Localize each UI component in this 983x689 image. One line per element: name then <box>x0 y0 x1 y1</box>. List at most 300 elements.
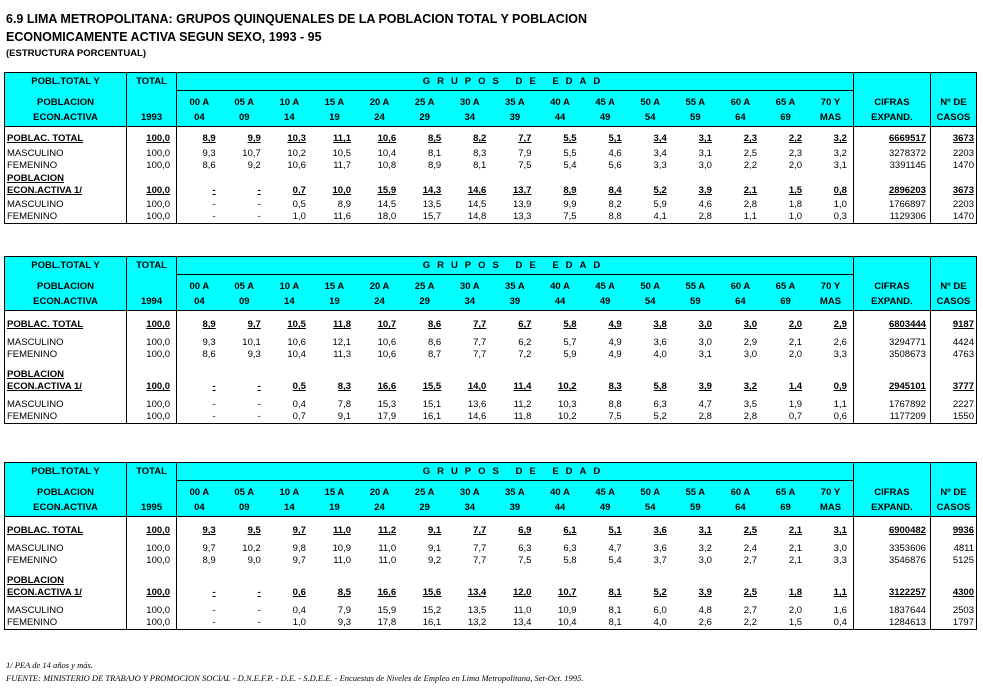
row-value: 10,2 <box>242 543 261 554</box>
row-total: 100,0 <box>127 381 177 393</box>
row-value: 14,3 <box>422 185 442 196</box>
row-value: 2,0 <box>788 160 803 171</box>
table-row <box>5 381 977 393</box>
row-value <box>492 369 537 381</box>
row-value <box>222 369 267 381</box>
row-value: 6,9 <box>518 525 532 536</box>
header-age-from: 10 A <box>267 485 312 501</box>
row-value <box>492 173 537 185</box>
row-value: 8,9 <box>202 555 216 566</box>
table-row <box>5 605 977 617</box>
row-cifras-expand: 3294771 <box>853 337 930 349</box>
table-row <box>5 349 977 361</box>
row-value <box>312 173 357 185</box>
row-value: 1,0 <box>267 617 312 630</box>
header-age-to: 59 <box>673 111 718 127</box>
header-cifras-blank <box>853 73 930 91</box>
table-row <box>5 587 977 599</box>
row-value: 2,9 <box>833 319 847 330</box>
row-value: 9,1 <box>312 411 357 424</box>
header-age-to: 64 <box>718 295 763 311</box>
row-value: - <box>257 605 261 616</box>
row-value: 4,9 <box>608 337 622 348</box>
row-value: 0,3 <box>808 211 853 224</box>
header-age-from: 15 A <box>312 95 357 111</box>
row-value <box>402 173 447 185</box>
row-value: 10,6 <box>377 349 397 360</box>
row-value: 5,8 <box>563 555 577 566</box>
row-value: 5,4 <box>563 160 577 171</box>
row-value <box>763 173 808 185</box>
header-casos-blank <box>930 257 976 275</box>
row-value: 6,0 <box>653 605 667 616</box>
row-value: 4,9 <box>608 349 622 360</box>
header-age-to: 29 <box>402 501 447 517</box>
table-row <box>5 543 977 555</box>
header-age-to: 69 <box>763 501 808 517</box>
row-value <box>447 575 492 587</box>
row-value <box>718 369 763 381</box>
header-age-to: 64 <box>718 111 763 127</box>
row-value: 7,9 <box>337 605 351 616</box>
row-value: 4,1 <box>628 211 673 224</box>
header-age-from: 50 A <box>628 95 673 111</box>
row-value: - <box>222 411 267 424</box>
row-value: 14,6 <box>447 411 492 424</box>
row-value: 5,9 <box>653 199 667 210</box>
row-total <box>127 369 177 381</box>
row-value <box>267 369 312 381</box>
row-value: 10,4 <box>537 617 582 630</box>
row-value: 3,4 <box>653 148 667 159</box>
row-value: 8,6 <box>428 337 442 348</box>
row-casos: 4811 <box>930 543 976 555</box>
header-total: TOTAL <box>127 73 177 91</box>
header-year: 1993 <box>127 111 177 127</box>
header-age-to: MAS <box>808 501 853 517</box>
row-value <box>583 575 628 587</box>
row-total <box>127 173 177 185</box>
row-value: - <box>222 211 267 224</box>
row-cifras-expand: 1284613 <box>853 617 930 630</box>
row-value <box>222 575 267 587</box>
header-year: 1994 <box>127 295 177 311</box>
header-age-to: 29 <box>402 111 447 127</box>
row-value <box>177 173 222 185</box>
header-age-from: 65 A <box>763 95 808 111</box>
row-value: 0,4 <box>292 399 306 410</box>
header-age-from: 15 A <box>312 485 357 501</box>
header-casos-blank <box>930 463 976 481</box>
row-value: 8,2 <box>473 133 487 144</box>
row-value <box>718 575 763 587</box>
row-value: 10,4 <box>377 148 397 159</box>
row-total: 100,0 <box>127 587 177 599</box>
header-age-to: 09 <box>222 501 267 517</box>
row-value: 6,7 <box>518 319 532 330</box>
row-value: 2,3 <box>788 148 803 159</box>
row-value: 2,8 <box>718 411 763 424</box>
header-age-from: 60 A <box>718 485 763 501</box>
row-value: 11,2 <box>513 399 532 410</box>
row-value <box>763 575 808 587</box>
header-age-to: 04 <box>177 295 222 311</box>
row-value: 8,6 <box>202 349 216 360</box>
header-age-from: 20 A <box>357 279 402 295</box>
row-casos: 2203 <box>930 148 976 160</box>
header-total: TOTAL <box>127 257 177 275</box>
header-cifras: CIFRAS <box>853 95 930 111</box>
row-value: - <box>212 199 216 210</box>
row-value: 1,0 <box>267 211 312 224</box>
row-value: - <box>212 605 216 616</box>
header-age-from: 25 A <box>402 279 447 295</box>
header-total-blank <box>127 279 177 295</box>
row-casos <box>930 575 976 587</box>
row-value: 3,1 <box>833 525 847 536</box>
row-value: 2,7 <box>743 605 757 616</box>
row-value: 11,7 <box>333 160 351 171</box>
row-value <box>492 575 537 587</box>
header-age-from: 40 A <box>537 485 582 501</box>
row-value: 10,6 <box>377 133 397 144</box>
row-casos <box>930 369 976 381</box>
row-value: 2,2 <box>788 133 803 144</box>
header-age-to: 44 <box>537 295 582 311</box>
row-value <box>628 173 673 185</box>
header-econ-activa: ECON.ACTIVA <box>5 501 127 517</box>
row-value: 5,4 <box>608 555 622 566</box>
row-value: 11,0 <box>378 555 397 566</box>
row-label: FEMENINO <box>5 160 127 172</box>
row-value: 11,0 <box>513 605 532 616</box>
header-age-to: 59 <box>673 501 718 517</box>
row-value: - <box>222 617 267 630</box>
table-row <box>5 173 977 185</box>
row-value: 3,2 <box>833 133 847 144</box>
row-value: 7,7 <box>473 543 487 554</box>
row-value: 10,2 <box>537 411 582 424</box>
header-casos: Nº DE <box>930 95 976 111</box>
row-value: 1,4 <box>788 381 803 392</box>
row-value: 8,7 <box>428 349 442 360</box>
row-value: 11,1 <box>333 133 351 144</box>
header-age-from: 70 Y <box>808 485 853 501</box>
row-value: 7,8 <box>337 399 351 410</box>
header-poblacion: POBLACION <box>5 279 127 295</box>
row-casos: 2203 <box>930 199 976 211</box>
row-value: 3,0 <box>833 543 847 554</box>
row-label: POBLACION <box>5 173 127 185</box>
table-row <box>5 160 977 172</box>
row-value: 7,7 <box>473 319 487 330</box>
row-value: 3,1 <box>698 525 712 536</box>
header-age-to: 24 <box>357 295 402 311</box>
row-label: FEMENINO <box>5 211 127 224</box>
row-value: 10,5 <box>287 319 306 330</box>
row-value: - <box>212 587 216 598</box>
header-age-from: 55 A <box>673 279 718 295</box>
row-value: 5,7 <box>563 337 577 348</box>
row-value: 4,0 <box>628 617 673 630</box>
row-value: 13,4 <box>467 587 487 598</box>
row-value: 4,6 <box>608 148 622 159</box>
row-cifras-expand: 2945101 <box>853 381 930 393</box>
row-cifras-expand: 3508673 <box>853 349 930 361</box>
row-value: 5,5 <box>563 148 577 159</box>
row-value: 2,1 <box>788 543 803 554</box>
header-age-to: 69 <box>763 295 808 311</box>
header-cifras-blank <box>853 257 930 275</box>
footnote-pea: 1/ PEA de 14 años y más. <box>6 660 93 670</box>
title-line-2: ECONOMICAMENTE ACTIVA SEGUN SEXO, 1993 - 95 <box>6 30 322 44</box>
row-value: 8,3 <box>337 381 351 392</box>
row-value: 7,7 <box>473 349 487 360</box>
row-label: FEMENINO <box>5 349 127 361</box>
header-age-from: 55 A <box>673 95 718 111</box>
row-label: MASCULINO <box>5 543 127 555</box>
row-value: 5,2 <box>628 411 673 424</box>
row-value: 3,7 <box>653 555 667 566</box>
row-value: 14,8 <box>447 211 492 224</box>
header-age-to: 14 <box>267 501 312 517</box>
row-value: 15,9 <box>377 185 397 196</box>
row-value: 8,9 <box>563 185 577 196</box>
row-value: 3,3 <box>653 160 667 171</box>
row-cifras-expand: 1766897 <box>853 199 930 211</box>
row-value: 8,1 <box>583 617 628 630</box>
row-value: 1,6 <box>833 605 847 616</box>
row-value <box>628 369 673 381</box>
row-casos: 4424 <box>930 337 976 349</box>
row-value: 3,0 <box>743 319 757 330</box>
row-value <box>537 369 582 381</box>
row-value: 9,0 <box>247 555 261 566</box>
row-value: 10,5 <box>332 148 351 159</box>
row-value <box>222 173 267 185</box>
header-cifras: CIFRAS <box>853 485 930 501</box>
row-value: 2,8 <box>673 211 718 224</box>
row-value: 9,2 <box>247 160 261 171</box>
row-value: 8,8 <box>608 399 622 410</box>
row-value: 3,2 <box>743 381 757 392</box>
row-casos: 4763 <box>930 349 976 361</box>
row-value: 5,8 <box>563 319 577 330</box>
header-age-to: 19 <box>312 111 357 127</box>
row-value <box>357 575 402 587</box>
header-age-to: 49 <box>583 501 628 517</box>
subtitle: (ESTRUCTURA PORCENTUAL) <box>6 48 147 59</box>
row-value: 1,0 <box>763 211 808 224</box>
row-cifras-expand: 3391145 <box>853 160 930 172</box>
row-value: 13,4 <box>492 617 537 630</box>
row-value: 15,1 <box>422 399 442 410</box>
header-total-blank <box>127 95 177 111</box>
row-value: 13,3 <box>492 211 537 224</box>
row-value: 10,3 <box>287 133 306 144</box>
row-total: 100,0 <box>127 148 177 160</box>
row-total: 100,0 <box>127 319 177 331</box>
row-value: 13,6 <box>467 399 487 410</box>
header-age-from: 55 A <box>673 485 718 501</box>
header-age-to: 09 <box>222 111 267 127</box>
row-value: 8,5 <box>337 587 351 598</box>
row-value: - <box>257 199 261 210</box>
row-value: 4,7 <box>698 399 712 410</box>
row-label: POBLAC. TOTAL <box>5 319 127 331</box>
row-value <box>537 173 582 185</box>
row-value: 2,8 <box>673 411 718 424</box>
row-label: MASCULINO <box>5 399 127 411</box>
row-value: - <box>177 617 222 630</box>
row-value <box>267 575 312 587</box>
row-value: 0,7 <box>292 185 306 196</box>
row-label: MASCULINO <box>5 605 127 617</box>
row-value: 17,9 <box>357 411 402 424</box>
row-value: 4,7 <box>608 543 622 554</box>
row-value: 7,2 <box>518 349 532 360</box>
row-value: 14,6 <box>467 185 487 196</box>
row-value: 3,0 <box>698 319 712 330</box>
row-cifras-expand: 1129306 <box>853 211 930 224</box>
header-age-to: 34 <box>447 295 492 311</box>
row-value: - <box>257 399 261 410</box>
row-value: 9,8 <box>292 543 306 554</box>
row-value: 14,5 <box>377 199 397 210</box>
row-value: 15,6 <box>422 587 442 598</box>
header-age-to: 59 <box>673 295 718 311</box>
row-value: 9,1 <box>428 525 442 536</box>
row-value: 10,9 <box>558 605 577 616</box>
row-total: 100,0 <box>127 349 177 361</box>
header-expand: EXPAND. <box>853 111 930 127</box>
row-value: 9,5 <box>247 525 261 536</box>
row-value: 9,3 <box>202 148 216 159</box>
header-age-to: 24 <box>357 501 402 517</box>
row-value: 5,9 <box>563 349 577 360</box>
header-age-from: 00 A <box>177 95 222 111</box>
row-value: 1,0 <box>833 199 847 210</box>
row-value: 3,4 <box>653 133 667 144</box>
row-value: 2,1 <box>788 525 803 536</box>
row-value: 18,0 <box>357 211 402 224</box>
table-row <box>5 185 977 197</box>
header-age-from: 20 A <box>357 485 402 501</box>
header-age-from: 30 A <box>447 95 492 111</box>
row-total: 100,0 <box>127 399 177 411</box>
row-value <box>718 173 763 185</box>
row-value <box>177 575 222 587</box>
header-age-from: 25 A <box>402 95 447 111</box>
row-value: 7,7 <box>473 525 487 536</box>
row-value: 7,5 <box>518 160 532 171</box>
header-age-to: 39 <box>492 501 537 517</box>
row-value: 10,7 <box>558 587 577 598</box>
row-value: 10,7 <box>377 319 397 330</box>
row-value: 3,2 <box>833 148 847 159</box>
table-row <box>5 369 977 381</box>
header-age-to: MAS <box>808 111 853 127</box>
row-value: 3,1 <box>698 349 712 360</box>
row-value: 6,3 <box>653 399 667 410</box>
row-value: 2,4 <box>743 543 757 554</box>
row-value: 17,8 <box>357 617 402 630</box>
header-age-to: 44 <box>537 501 582 517</box>
header-age-from: 00 A <box>177 485 222 501</box>
header-age-from: 70 Y <box>808 279 853 295</box>
row-value: 2,8 <box>743 199 757 210</box>
header-age-to: 54 <box>628 111 673 127</box>
row-value: 11,8 <box>492 411 537 424</box>
header-grupos-de-edad: GRUPOS DE EDAD <box>177 463 854 481</box>
row-value: 15,7 <box>402 211 447 224</box>
header-age-from: 40 A <box>537 279 582 295</box>
row-value: 10,2 <box>287 148 306 159</box>
row-value: 7,9 <box>518 148 532 159</box>
row-value: 2,1 <box>743 185 757 196</box>
table-row <box>5 337 977 349</box>
row-label: MASCULINO <box>5 199 127 211</box>
row-casos: 3673 <box>930 185 976 197</box>
row-value: 15,5 <box>422 381 442 392</box>
row-value: 0,4 <box>808 617 853 630</box>
row-label: POBLACION <box>5 369 127 381</box>
table-row <box>5 411 977 424</box>
header-casos: Nº DE <box>930 279 976 295</box>
row-cifras-expand: 6803444 <box>853 319 930 331</box>
row-value: 2,0 <box>788 605 803 616</box>
header-age-to: 09 <box>222 295 267 311</box>
header-age-from: 45 A <box>583 485 628 501</box>
row-value: - <box>212 399 216 410</box>
row-value: 1,5 <box>763 617 808 630</box>
row-value: 8,9 <box>428 160 442 171</box>
row-value <box>628 575 673 587</box>
header-total-blank <box>127 485 177 501</box>
row-value: 9,7 <box>292 525 306 536</box>
row-value: 0,5 <box>292 381 306 392</box>
row-value: - <box>212 381 216 392</box>
row-value: 9,7 <box>292 555 306 566</box>
row-value: 3,6 <box>653 525 667 536</box>
row-value: 1,5 <box>788 185 803 196</box>
header-age-to: 54 <box>628 501 673 517</box>
header-age-from: 65 A <box>763 279 808 295</box>
row-casos: 2227 <box>930 399 976 411</box>
row-value: 14,0 <box>467 381 487 392</box>
header-age-from: 70 Y <box>808 95 853 111</box>
header-age-from: 45 A <box>583 95 628 111</box>
header-age-to: 14 <box>267 111 312 127</box>
header-age-to: 54 <box>628 295 673 311</box>
row-value: 0,8 <box>833 185 847 196</box>
header-age-to: 24 <box>357 111 402 127</box>
row-casos: 1470 <box>930 160 976 172</box>
row-value: 2,1 <box>788 337 803 348</box>
row-value: 10,6 <box>377 337 397 348</box>
row-value: 9,3 <box>202 525 216 536</box>
row-value <box>808 173 853 185</box>
row-value: 15,9 <box>377 605 397 616</box>
row-value: 11,0 <box>333 525 351 536</box>
table-row <box>5 133 977 145</box>
row-label: POBLAC. TOTAL <box>5 525 127 537</box>
header-age-to: 69 <box>763 111 808 127</box>
row-casos: 3777 <box>930 381 976 393</box>
header-age-from: 05 A <box>222 279 267 295</box>
row-value: 16,1 <box>402 617 447 630</box>
table-row <box>5 211 977 224</box>
